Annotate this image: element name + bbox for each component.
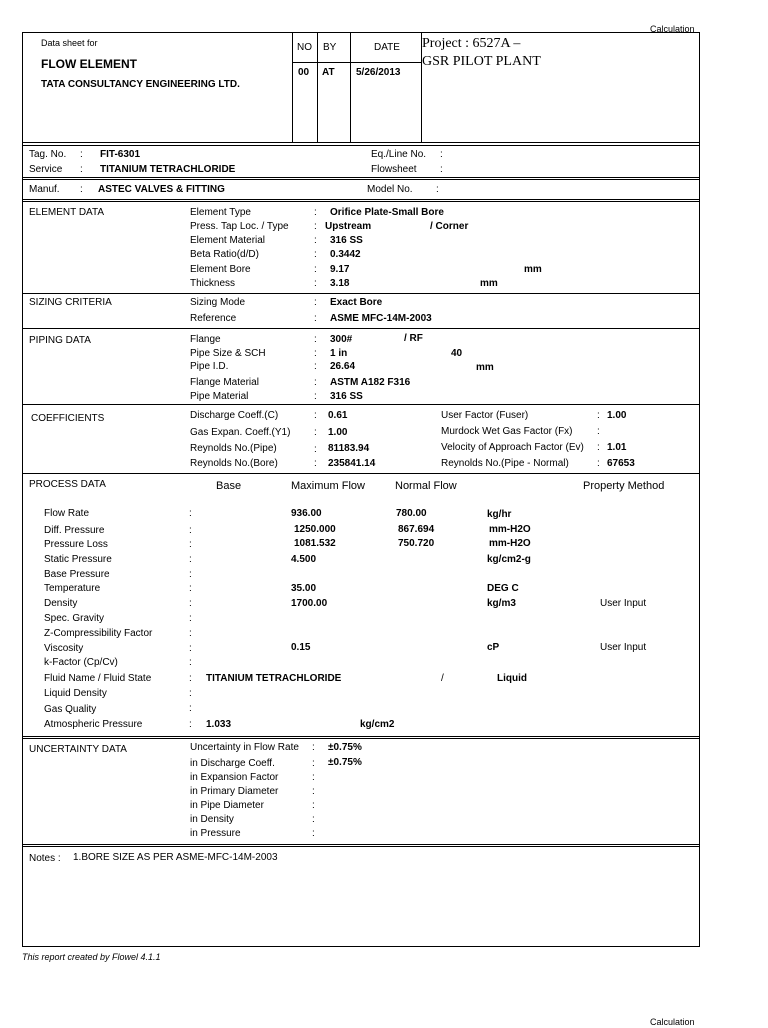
pressure-loss-unit: mm-H2O [489, 538, 531, 549]
atm-pressure-label: Atmospheric Pressure [44, 719, 143, 730]
colon: : [189, 688, 192, 699]
murdock-factor-label: Murdock Wet Gas Factor (Fx) [441, 426, 573, 437]
temperature-label: Temperature [44, 583, 101, 594]
element-bore-label: Element Bore [190, 264, 251, 275]
colon: : [314, 334, 317, 345]
velocity-approach-value: 1.01 [607, 442, 627, 453]
density-unit: kg/m3 [487, 598, 516, 609]
service-label: Service [29, 164, 63, 175]
section-piping-data: PIPING DATA [29, 335, 91, 346]
uncertainty-discharge-label: in Discharge Coeff. [190, 758, 275, 769]
colon: : [189, 539, 192, 550]
static-pressure-label: Static Pressure [44, 554, 112, 565]
beta-ratio-label: Beta Ratio(d/D) [190, 249, 259, 260]
col-base-header: Base [216, 480, 242, 492]
user-factor-label: User Factor (Fuser) [441, 410, 529, 421]
colon: : [440, 149, 443, 160]
uncertainty-primary-diameter-label: in Primary Diameter [190, 786, 279, 797]
colon: : [312, 828, 315, 839]
viscosity-max: 0.15 [291, 642, 311, 653]
discharge-coeff-value: 0.61 [328, 410, 348, 421]
diff-pressure-unit: mm-H2O [489, 524, 531, 535]
uncertainty-pressure-label: in Pressure [190, 828, 241, 839]
diff-pressure-normal: 867.694 [398, 524, 435, 535]
element-bore-value: 9.17 [330, 264, 350, 275]
gas-expan-coeff-label: Gas Expan. Coeff.(Y1) [190, 427, 291, 438]
gas-expan-coeff-value: 1.00 [328, 427, 348, 438]
uncertainty-pipe-diameter-label: in Pipe Diameter [190, 800, 264, 811]
fluid-name-value: TITANIUM TETRACHLORIDE [206, 673, 342, 684]
col-no-header: NO [297, 42, 312, 53]
static-pressure-unit: kg/cm2-g [487, 554, 531, 565]
reynolds-normal-label: Reynolds No.(Pipe - Normal) [441, 458, 569, 469]
colon: : [314, 348, 317, 359]
uncertainty-flow-value: ±0.75% [328, 742, 362, 753]
colon: : [597, 426, 600, 437]
section-coefficients: COEFFICIENTS [31, 413, 105, 424]
density-property-method: User Input [600, 598, 647, 609]
density-max: 1700.00 [291, 598, 328, 609]
fluid-separator: / [441, 673, 444, 684]
section-uncertainty-data: UNCERTAINTY DATA [29, 744, 127, 755]
colon: : [189, 598, 192, 609]
colon: : [314, 207, 317, 218]
colon: : [314, 221, 317, 232]
uncertainty-discharge-value: ±0.75% [328, 757, 362, 768]
temperature-max: 35.00 [291, 583, 317, 594]
eq-line-label: Eq./Line No. [371, 149, 427, 160]
colon: : [312, 772, 315, 783]
liquid-density-label: Liquid Density [44, 688, 107, 699]
project-line-2: GSR PILOT PLANT [422, 54, 541, 69]
colon: : [314, 249, 317, 260]
colon: : [80, 164, 83, 175]
colon: : [189, 508, 192, 519]
spec-gravity-label: Spec. Gravity [44, 613, 105, 624]
user-factor-value: 1.00 [607, 410, 627, 421]
colon: : [312, 786, 315, 797]
fluid-name-label: Fluid Name / Fluid State [44, 673, 152, 684]
datasheet-for-label: Data sheet for [41, 38, 98, 48]
colon: : [597, 410, 600, 421]
colon: : [597, 442, 600, 453]
colon: : [312, 814, 315, 825]
colon: : [314, 361, 317, 372]
section-element-data: ELEMENT DATA [29, 207, 105, 218]
tap-loc-label: Press. Tap Loc. / Type [190, 221, 289, 232]
col-max-flow-header: Maximum Flow [291, 480, 365, 492]
colon: : [312, 800, 315, 811]
pipe-material-value: 316 SS [330, 391, 363, 402]
reference-value: ASME MFC-14M-2003 [330, 313, 432, 324]
col-by-header: BY [323, 42, 337, 53]
static-pressure-max: 4.500 [291, 554, 317, 565]
sizing-mode-value: Exact Bore [330, 297, 383, 308]
colon: : [314, 444, 317, 455]
colon: : [80, 149, 83, 160]
thickness-unit: mm [480, 278, 498, 289]
reynolds-pipe-label: Reynolds No.(Pipe) [190, 443, 277, 454]
colon: : [189, 554, 192, 565]
manuf-label: Manuf. [29, 184, 60, 195]
calculation-label-bottom: Calculation [650, 1017, 695, 1027]
flange-material-label: Flange Material [190, 377, 259, 388]
pipe-schedule-value: 40 [451, 348, 463, 359]
reynolds-normal-value: 67653 [607, 458, 635, 469]
colon: : [314, 313, 317, 324]
colon: : [189, 703, 192, 714]
col-property-method-header: Property Method [583, 480, 665, 492]
element-material-label: Element Material [190, 235, 266, 246]
uncertainty-flow-label: Uncertainty in Flow Rate [190, 742, 299, 753]
viscosity-unit: cP [487, 642, 500, 653]
pipe-material-label: Pipe Material [190, 391, 249, 402]
tag-no-label: Tag. No. [29, 149, 67, 160]
base-pressure-label: Base Pressure [44, 569, 110, 580]
reynolds-pipe-value: 81183.94 [328, 443, 370, 454]
flow-rate-label: Flow Rate [44, 508, 90, 519]
report-footer: This report created by Flowel 4.1.1 [22, 952, 161, 962]
col-date-header: DATE [374, 42, 400, 53]
element-type-value: Orifice Plate-Small Bore [330, 207, 444, 218]
colon: : [312, 742, 315, 753]
colon: : [189, 525, 192, 536]
project-line-1: Project : 6527A – [422, 36, 521, 51]
viscosity-label: Viscosity [44, 643, 84, 654]
gas-quality-label: Gas Quality [44, 704, 97, 715]
reynolds-bore-value: 235841.14 [328, 458, 376, 469]
k-factor-label: k-Factor (Cp/Cv) [44, 657, 118, 668]
flange-material-value: ASTM A182 F316 [330, 377, 411, 388]
colon: : [314, 235, 317, 246]
colon: : [189, 719, 192, 730]
colon: : [189, 657, 192, 668]
atm-pressure-value: 1.033 [206, 719, 232, 730]
velocity-approach-label: Velocity of Approach Factor (Ev) [441, 442, 584, 453]
viscosity-property-method: User Input [600, 642, 647, 653]
pipe-id-value: 26.64 [330, 361, 356, 372]
beta-ratio-value: 0.3442 [330, 249, 361, 260]
thickness-value: 3.18 [330, 278, 350, 289]
z-factor-label: Z-Compressibility Factor [44, 628, 153, 639]
uncertainty-expansion-label: in Expansion Factor [190, 772, 279, 783]
element-material-value: 316 SS [330, 235, 363, 246]
flange-value: 300# [330, 334, 353, 345]
atm-pressure-unit: kg/cm2 [360, 719, 395, 730]
tap-type-value: / Corner [430, 221, 469, 232]
model-no-label: Model No. [367, 184, 413, 195]
notes-label: Notes : [29, 853, 61, 864]
pressure-loss-normal: 750.720 [398, 538, 435, 549]
flow-rate-unit: kg/hr [487, 509, 512, 520]
element-type-label: Element Type [190, 207, 251, 218]
tag-no-value: FIT-6301 [100, 149, 141, 160]
flowsheet-label: Flowsheet [371, 164, 417, 175]
colon: : [436, 184, 439, 195]
colon: : [189, 628, 192, 639]
discharge-coeff-label: Discharge Coeff.(C) [190, 410, 279, 421]
thickness-label: Thickness [190, 278, 236, 289]
element-bore-unit: mm [524, 264, 542, 275]
revision-no: 00 [298, 67, 310, 78]
notes-text: 1.BORE SIZE AS PER ASME-MFC-14M-2003 [73, 852, 278, 863]
reynolds-bore-label: Reynolds No.(Bore) [190, 458, 278, 469]
pipe-id-unit: mm [476, 362, 494, 373]
pipe-id-label: Pipe I.D. [190, 361, 229, 372]
colon: : [189, 613, 192, 624]
company-name: TATA CONSULTANCY ENGINEERING LTD. [41, 79, 240, 90]
fluid-state-value: Liquid [497, 673, 527, 684]
pressure-loss-max: 1081.532 [294, 538, 336, 549]
revision-date: 5/26/2013 [356, 67, 401, 78]
colon: : [314, 264, 317, 275]
colon: : [314, 391, 317, 402]
pipe-size-value: 1 in [330, 348, 348, 359]
colon: : [314, 377, 317, 388]
reference-label: Reference [190, 313, 237, 324]
flow-rate-max: 936.00 [291, 508, 322, 519]
revision-by: AT [322, 67, 335, 78]
colon: : [314, 410, 317, 421]
temperature-unit: DEG C [487, 583, 519, 594]
colon: : [189, 583, 192, 594]
colon: : [314, 297, 317, 308]
service-value: TITANIUM TETRACHLORIDE [100, 164, 236, 175]
flow-rate-normal: 780.00 [396, 508, 427, 519]
colon: : [80, 184, 83, 195]
colon: : [597, 458, 600, 469]
pressure-loss-label: Pressure Loss [44, 539, 108, 550]
flange-label: Flange [190, 334, 221, 345]
manuf-value: ASTEC VALVES & FITTING [98, 184, 225, 195]
diff-pressure-label: Diff. Pressure [44, 525, 105, 536]
uncertainty-density-label: in Density [190, 814, 234, 825]
colon: : [189, 569, 192, 580]
colon: : [189, 673, 192, 684]
section-process-data: PROCESS DATA [29, 479, 106, 490]
colon: : [189, 643, 192, 654]
sizing-mode-label: Sizing Mode [190, 297, 246, 308]
diff-pressure-max: 1250.000 [294, 524, 336, 535]
section-sizing-criteria: SIZING CRITERIA [29, 297, 112, 308]
colon: : [440, 164, 443, 175]
density-label: Density [44, 598, 78, 609]
calculation-label-top: Calculation [650, 24, 695, 34]
colon: : [314, 458, 317, 469]
col-normal-flow-header: Normal Flow [395, 480, 457, 492]
pipe-size-label: Pipe Size & SCH [190, 348, 266, 359]
flange-face-value: / RF [404, 333, 423, 344]
tap-loc-value: Upstream [325, 221, 372, 232]
colon: : [314, 278, 317, 289]
colon: : [314, 427, 317, 438]
colon: : [312, 758, 315, 769]
page-title: FLOW ELEMENT [41, 57, 137, 71]
